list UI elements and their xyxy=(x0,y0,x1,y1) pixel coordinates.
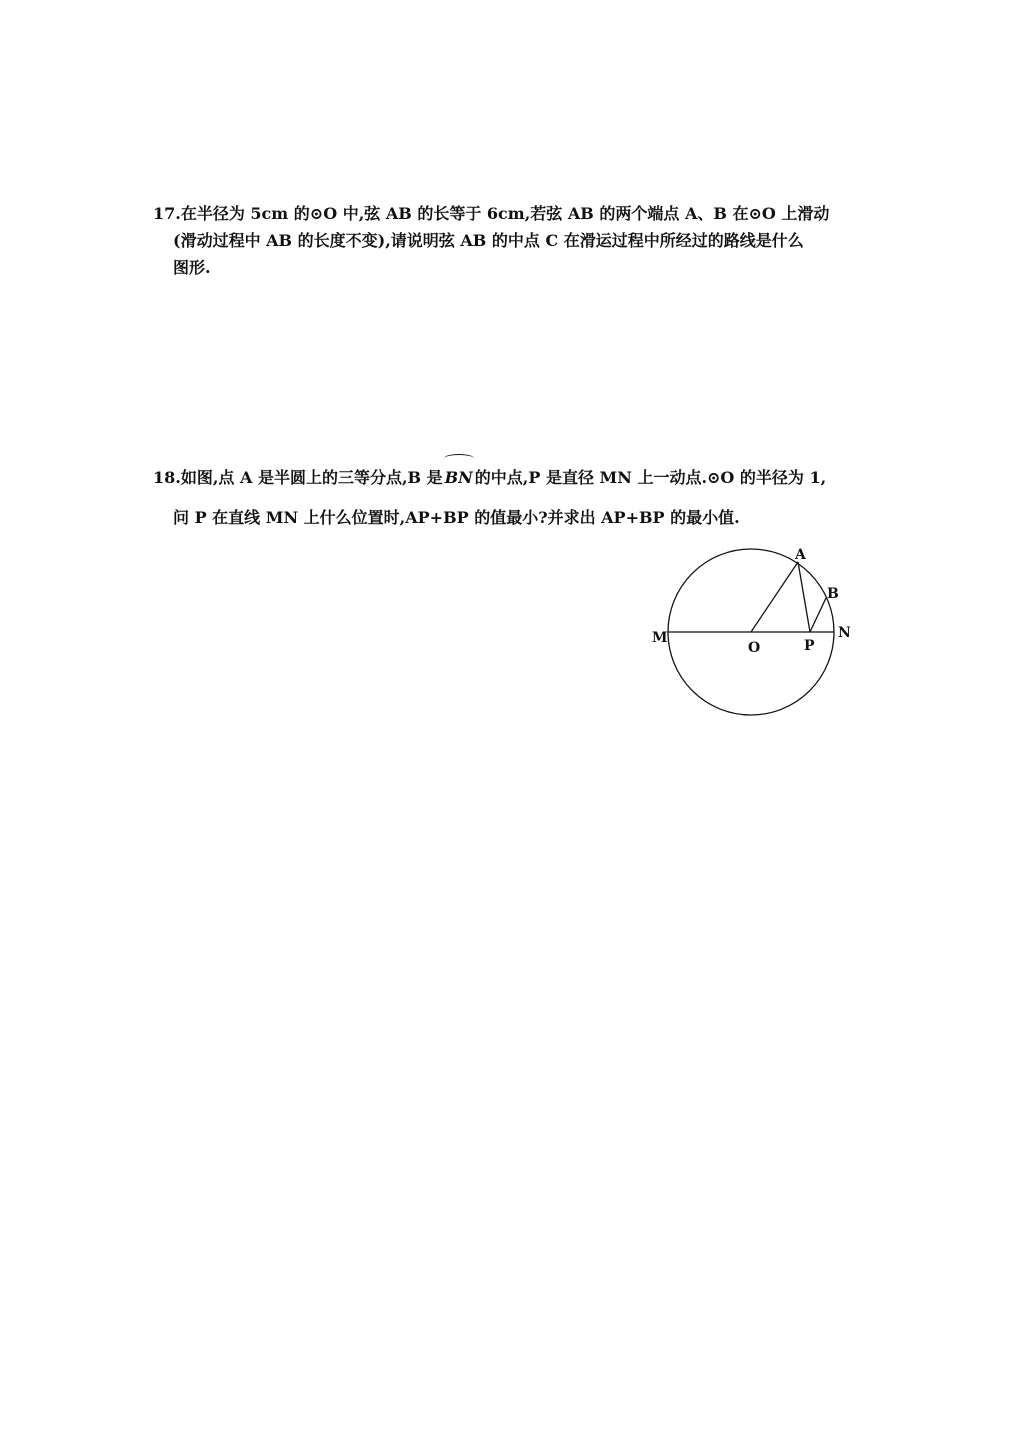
problem-17-line-3: 图形. xyxy=(173,258,211,277)
label-b: B xyxy=(827,586,839,602)
label-m: M xyxy=(652,630,668,646)
problem-17-line-2: (滑动过程中 AB 的长度不变),请说明弦 AB 的中点 C 在滑运过程中所经过的路线是什么 xyxy=(173,231,804,250)
problem-18-line-2: 问 P 在直线 MN 上什么位置时,AP+BP 的值最小?并求出 AP+BP 的最小值. xyxy=(173,508,740,527)
circle-figure xyxy=(640,540,880,730)
segment-pb xyxy=(810,598,826,632)
problem-18-line-1 xyxy=(153,458,873,498)
label-n: N xyxy=(838,625,851,641)
arc-bn-label: BN xyxy=(443,458,475,498)
segment-oa xyxy=(751,562,798,632)
label-p: P xyxy=(804,638,815,654)
problem-18 xyxy=(153,458,873,538)
label-a: A xyxy=(795,547,806,563)
label-o: O xyxy=(748,640,761,656)
problem-18-line-1-start: 18.如图,点 A 是半圆上的三等分点,B 是 xyxy=(153,468,443,487)
problem-17 xyxy=(153,200,873,281)
problem-18-line-1-end: 的中点,P 是直径 MN 上一动点.⊙O 的半径为 1, xyxy=(474,468,827,487)
problem-17-line-1: 17.在半径为 5cm 的⊙O 中,弦 AB 的长等于 6cm,若弦 AB 的两个端点 A、B 在⊙O 上滑动 xyxy=(153,204,830,223)
